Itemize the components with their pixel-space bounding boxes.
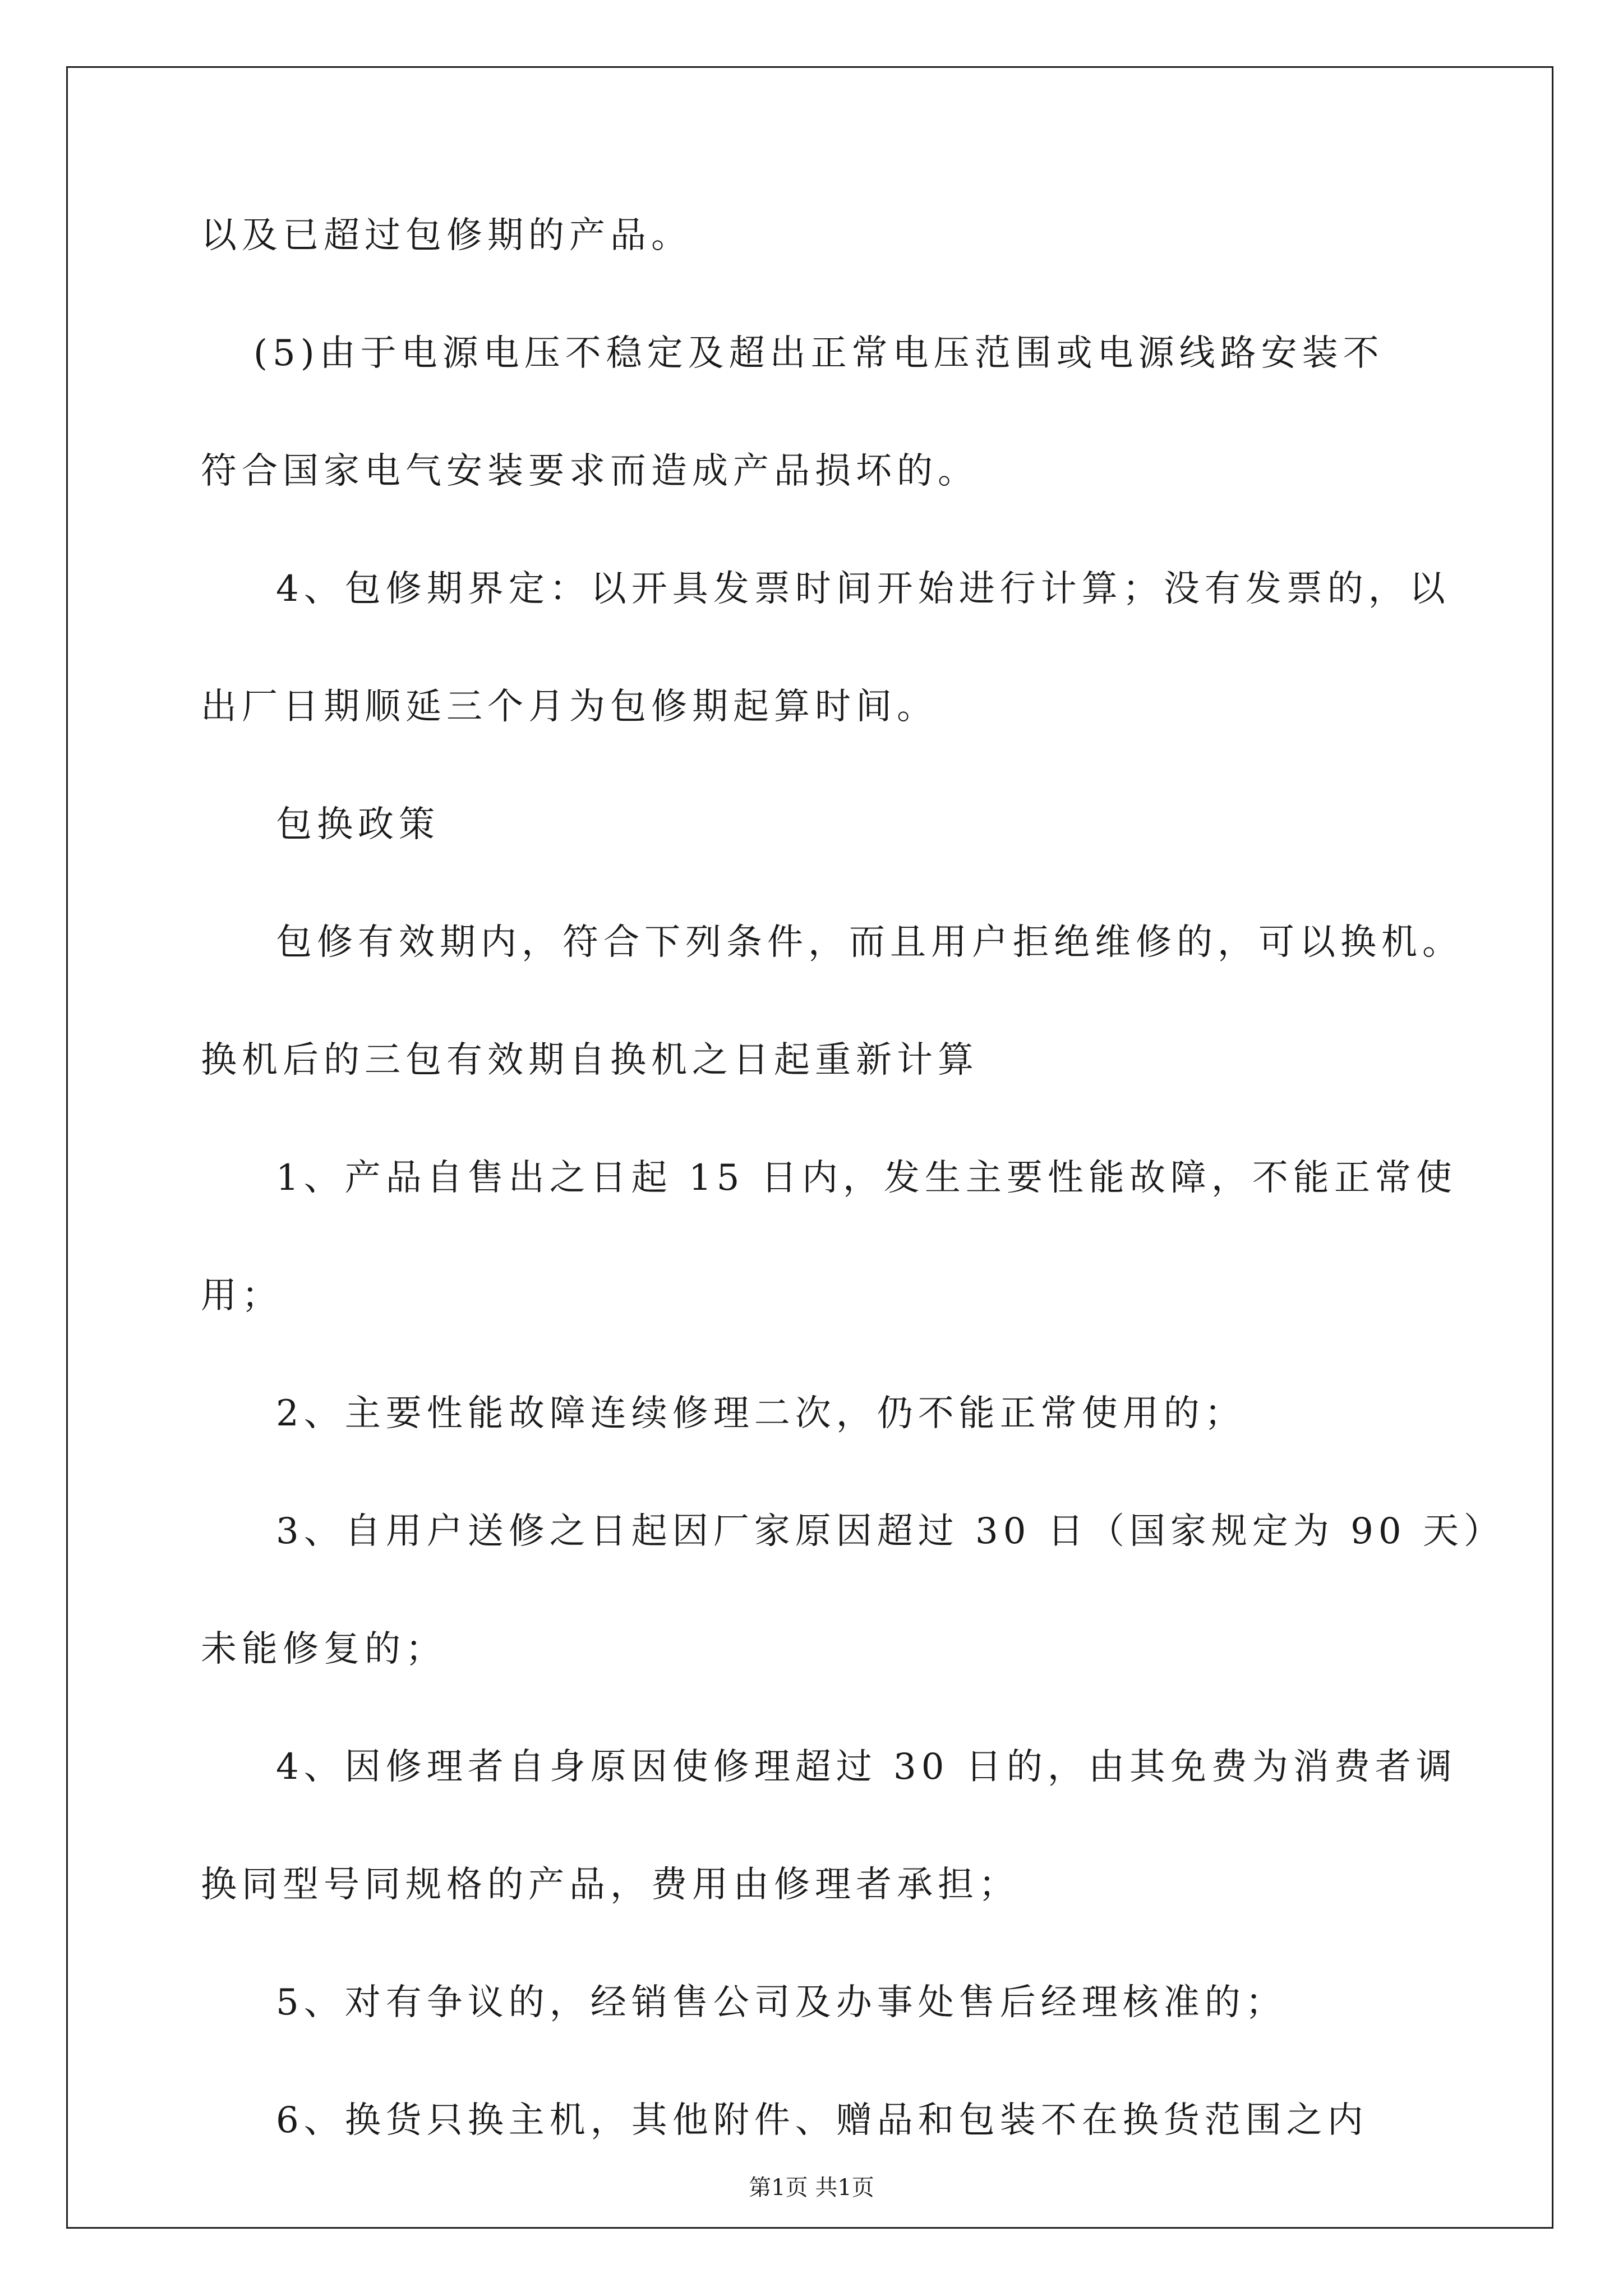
page-number: 第1页 共1页: [749, 2175, 874, 2201]
text-line: (5)由于电源电压不稳定及超出正常电压范围或电源线路安装不: [253, 333, 1384, 374]
section-heading: 包换政策: [276, 804, 440, 845]
text-line: 5、对有争议的，经销售公司及办事处售后经理核准的；: [276, 1982, 1287, 2023]
text-line: 用；: [201, 1275, 283, 1317]
text-line: 未能修复的；: [201, 1628, 446, 1670]
text-line: 1、产品自售出之日起 15 日内，发生主要性能故障，不能正常使: [276, 1157, 1457, 1199]
text-line: 符合国家电气安装要求而造成产品损坏的。: [201, 450, 979, 492]
text-line: 换机后的三包有效期自换机之日起重新计算: [201, 1039, 979, 1081]
text-line: 换同型号同规格的产品，费用由修理者承担；: [201, 1864, 1020, 1906]
text-line: 4、包修期界定：以开具发票时间开始进行计算；没有发票的，以: [276, 568, 1450, 610]
text-line: 3、自用户送修之日起因厂家原因超过 30 日（国家规定为 90 天）: [276, 1511, 1505, 1552]
text-line: 以及已超过包修期的产品。: [201, 215, 692, 256]
text-line: 出厂日期顺延三个月为包修期起算时间。: [201, 686, 938, 728]
text-line: 6、换货只换主机，其他附件、赠品和包装不在换货范围之内: [276, 2100, 1368, 2141]
text-line: 4、因修理者自身原因使修理超过 30 日的，由其免费为消费者调: [276, 1746, 1457, 1788]
text-line: 包修有效期内，符合下列条件，而且用户拒绝维修的，可以换机。: [276, 922, 1463, 963]
text-line: 2、主要性能故障连续修理二次，仍不能正常使用的；: [276, 1393, 1246, 1434]
